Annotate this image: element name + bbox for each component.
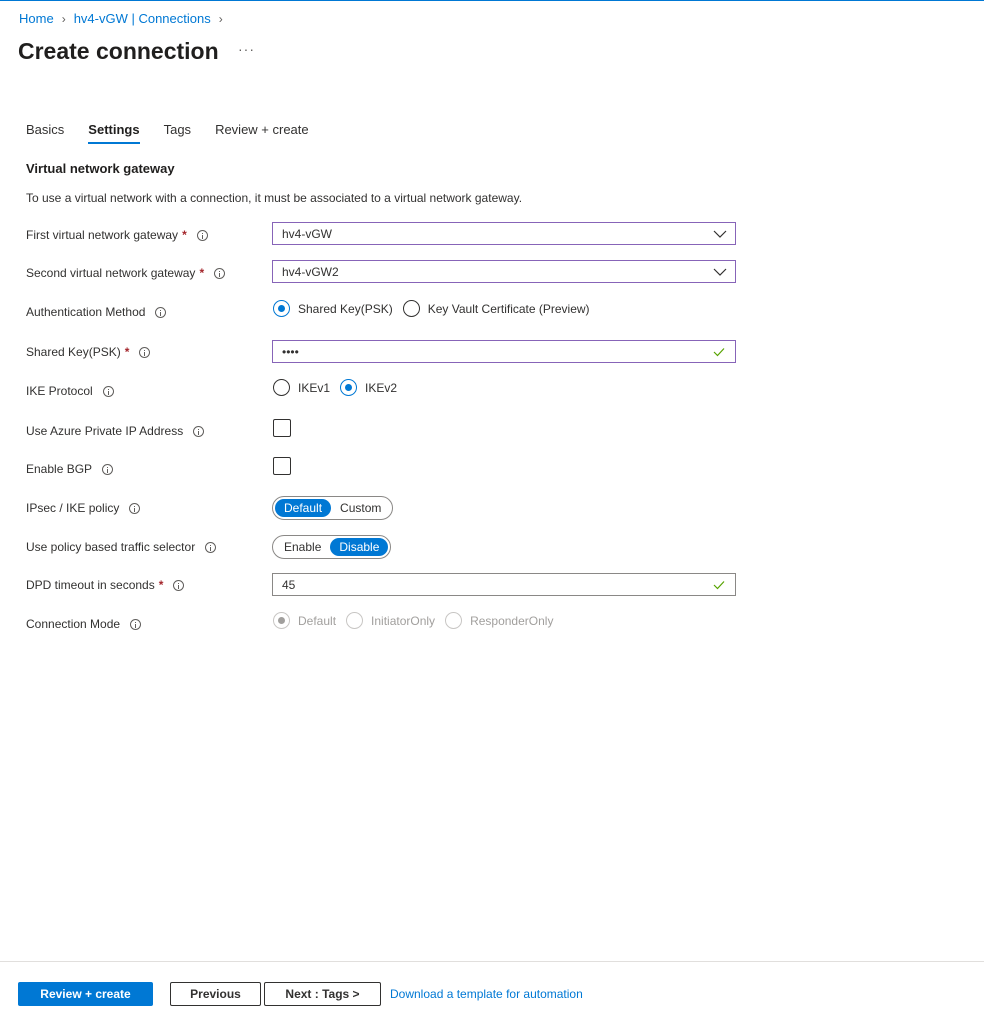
required-asterisk: * bbox=[158, 578, 164, 592]
radio-label: ResponderOnly bbox=[470, 613, 554, 628]
first-gateway-label-text: First virtual network gateway bbox=[26, 228, 179, 242]
info-icon[interactable] bbox=[197, 230, 208, 241]
dpd-timeout-label-text: DPD timeout in seconds bbox=[26, 578, 155, 592]
toggle-option-disable[interactable]: Disable bbox=[330, 538, 388, 556]
radio-circle bbox=[340, 379, 357, 396]
radio-circle bbox=[346, 612, 363, 629]
ipsec-policy-label-text: IPsec / IKE policy bbox=[26, 501, 120, 515]
info-icon[interactable] bbox=[103, 386, 114, 397]
radio-responder-only bbox=[445, 612, 553, 629]
tab-basics[interactable]: Basics bbox=[26, 122, 65, 137]
breadcrumb-separator: › bbox=[61, 11, 66, 26]
auth-method-label-text: Authentication Method bbox=[26, 305, 146, 319]
required-asterisk: * bbox=[199, 266, 205, 280]
info-icon[interactable] bbox=[205, 542, 216, 553]
section-description: To use a virtual network with a connection, it must be associated to a virtual network gateway. bbox=[26, 191, 523, 205]
radio-label: Default bbox=[298, 613, 337, 628]
radio-circle bbox=[273, 300, 290, 317]
connection-mode-label-text: Connection Mode bbox=[26, 617, 121, 631]
second-gateway-label-text: Second virtual network gateway bbox=[26, 266, 196, 280]
radio-default bbox=[273, 612, 336, 629]
required-asterisk: * bbox=[124, 345, 130, 359]
info-icon[interactable] bbox=[102, 464, 113, 475]
shared-key-value: •••• bbox=[282, 344, 299, 359]
info-icon[interactable] bbox=[193, 426, 204, 437]
radio-initiator-only bbox=[346, 612, 435, 629]
radio-label: IKEv1 bbox=[298, 380, 331, 395]
tab-review-create[interactable]: Review + create bbox=[215, 122, 309, 137]
breadcrumb-separator: › bbox=[218, 11, 223, 26]
radio-key-vault-certificate[interactable] bbox=[403, 300, 590, 317]
review-create-button[interactable]: Review + create bbox=[18, 982, 153, 1006]
auth-method-radio-group bbox=[273, 300, 600, 317]
policy-selector-toggle bbox=[272, 535, 391, 559]
dpd-timeout-input[interactable] bbox=[272, 573, 736, 596]
toggle-option-default[interactable]: Default bbox=[275, 499, 331, 517]
shared-key-label bbox=[26, 345, 150, 359]
connection-mode-radio-group bbox=[273, 612, 563, 629]
radio-label: Shared Key(PSK) bbox=[298, 301, 393, 316]
radio-label: Key Vault Certificate (Preview) bbox=[427, 301, 590, 316]
radio-circle bbox=[273, 379, 290, 396]
toggle-option-enable[interactable]: Enable bbox=[284, 540, 322, 554]
info-icon[interactable] bbox=[130, 619, 141, 630]
tab-settings[interactable]: Settings bbox=[88, 122, 139, 144]
enable-bgp-label-text: Enable BGP bbox=[26, 462, 93, 476]
enable-bgp-label bbox=[26, 462, 113, 476]
private-ip-label-text: Use Azure Private IP Address bbox=[26, 424, 184, 438]
footer-divider bbox=[0, 961, 984, 962]
dpd-timeout-label bbox=[26, 578, 184, 592]
info-icon[interactable] bbox=[173, 580, 184, 591]
second-gateway-value: hv4-vGW2 bbox=[282, 264, 339, 279]
tab-tags[interactable]: Tags bbox=[163, 122, 192, 137]
info-icon[interactable] bbox=[214, 268, 225, 279]
more-options-button[interactable]: ··· bbox=[238, 41, 255, 57]
chevron-down-icon bbox=[713, 227, 727, 241]
policy-selector-label bbox=[26, 540, 216, 554]
top-accent-line bbox=[0, 0, 984, 1]
shared-key-input[interactable] bbox=[272, 340, 736, 363]
first-gateway-value: hv4-vGW bbox=[282, 226, 333, 241]
radio-label: InitiatorOnly bbox=[371, 613, 436, 628]
radio-circle bbox=[445, 612, 462, 629]
auth-method-label bbox=[26, 305, 166, 319]
breadcrumb bbox=[19, 11, 231, 26]
download-template-link[interactable]: Download a template for automation bbox=[390, 987, 583, 1001]
checkmark-icon bbox=[713, 579, 725, 591]
breadcrumb-connections-link[interactable]: hv4-vGW | Connections bbox=[73, 11, 211, 26]
second-gateway-dropdown[interactable] bbox=[272, 260, 736, 283]
section-title: Virtual network gateway bbox=[26, 161, 175, 176]
info-icon[interactable] bbox=[129, 503, 140, 514]
radio-ikev1[interactable] bbox=[273, 379, 330, 396]
shared-key-label-text: Shared Key(PSK) bbox=[26, 345, 121, 359]
ipsec-policy-toggle bbox=[272, 496, 393, 520]
dpd-timeout-value: 45 bbox=[282, 577, 296, 592]
ike-protocol-label bbox=[26, 384, 114, 398]
private-ip-checkbox[interactable] bbox=[273, 419, 291, 437]
toggle-option-custom[interactable]: Custom bbox=[340, 501, 382, 515]
private-ip-label bbox=[26, 424, 204, 438]
ike-protocol-label-text: IKE Protocol bbox=[26, 384, 93, 398]
connection-mode-label bbox=[26, 617, 141, 631]
radio-label: IKEv2 bbox=[365, 380, 398, 395]
chevron-down-icon bbox=[713, 265, 727, 279]
radio-circle bbox=[273, 612, 290, 629]
info-icon[interactable] bbox=[155, 307, 166, 318]
policy-selector-label-text: Use policy based traffic selector bbox=[26, 540, 196, 554]
first-gateway-label bbox=[26, 228, 208, 242]
checkmark-icon bbox=[713, 346, 725, 358]
info-icon[interactable] bbox=[139, 347, 150, 358]
breadcrumb-home-link[interactable]: Home bbox=[19, 11, 54, 26]
radio-circle bbox=[403, 300, 420, 317]
second-gateway-label bbox=[26, 266, 225, 280]
ike-protocol-radio-group bbox=[273, 379, 407, 396]
previous-button[interactable]: Previous bbox=[170, 982, 261, 1006]
first-gateway-dropdown[interactable] bbox=[272, 222, 736, 245]
radio-shared-key[interactable] bbox=[273, 300, 393, 317]
enable-bgp-checkbox[interactable] bbox=[273, 457, 291, 475]
page-title: Create connection bbox=[18, 38, 219, 64]
wizard-tabs bbox=[26, 122, 333, 144]
radio-ikev2[interactable] bbox=[340, 379, 397, 396]
next-tags-button[interactable]: Next : Tags > bbox=[264, 982, 381, 1006]
required-asterisk: * bbox=[182, 228, 187, 242]
ipsec-policy-label bbox=[26, 501, 140, 515]
